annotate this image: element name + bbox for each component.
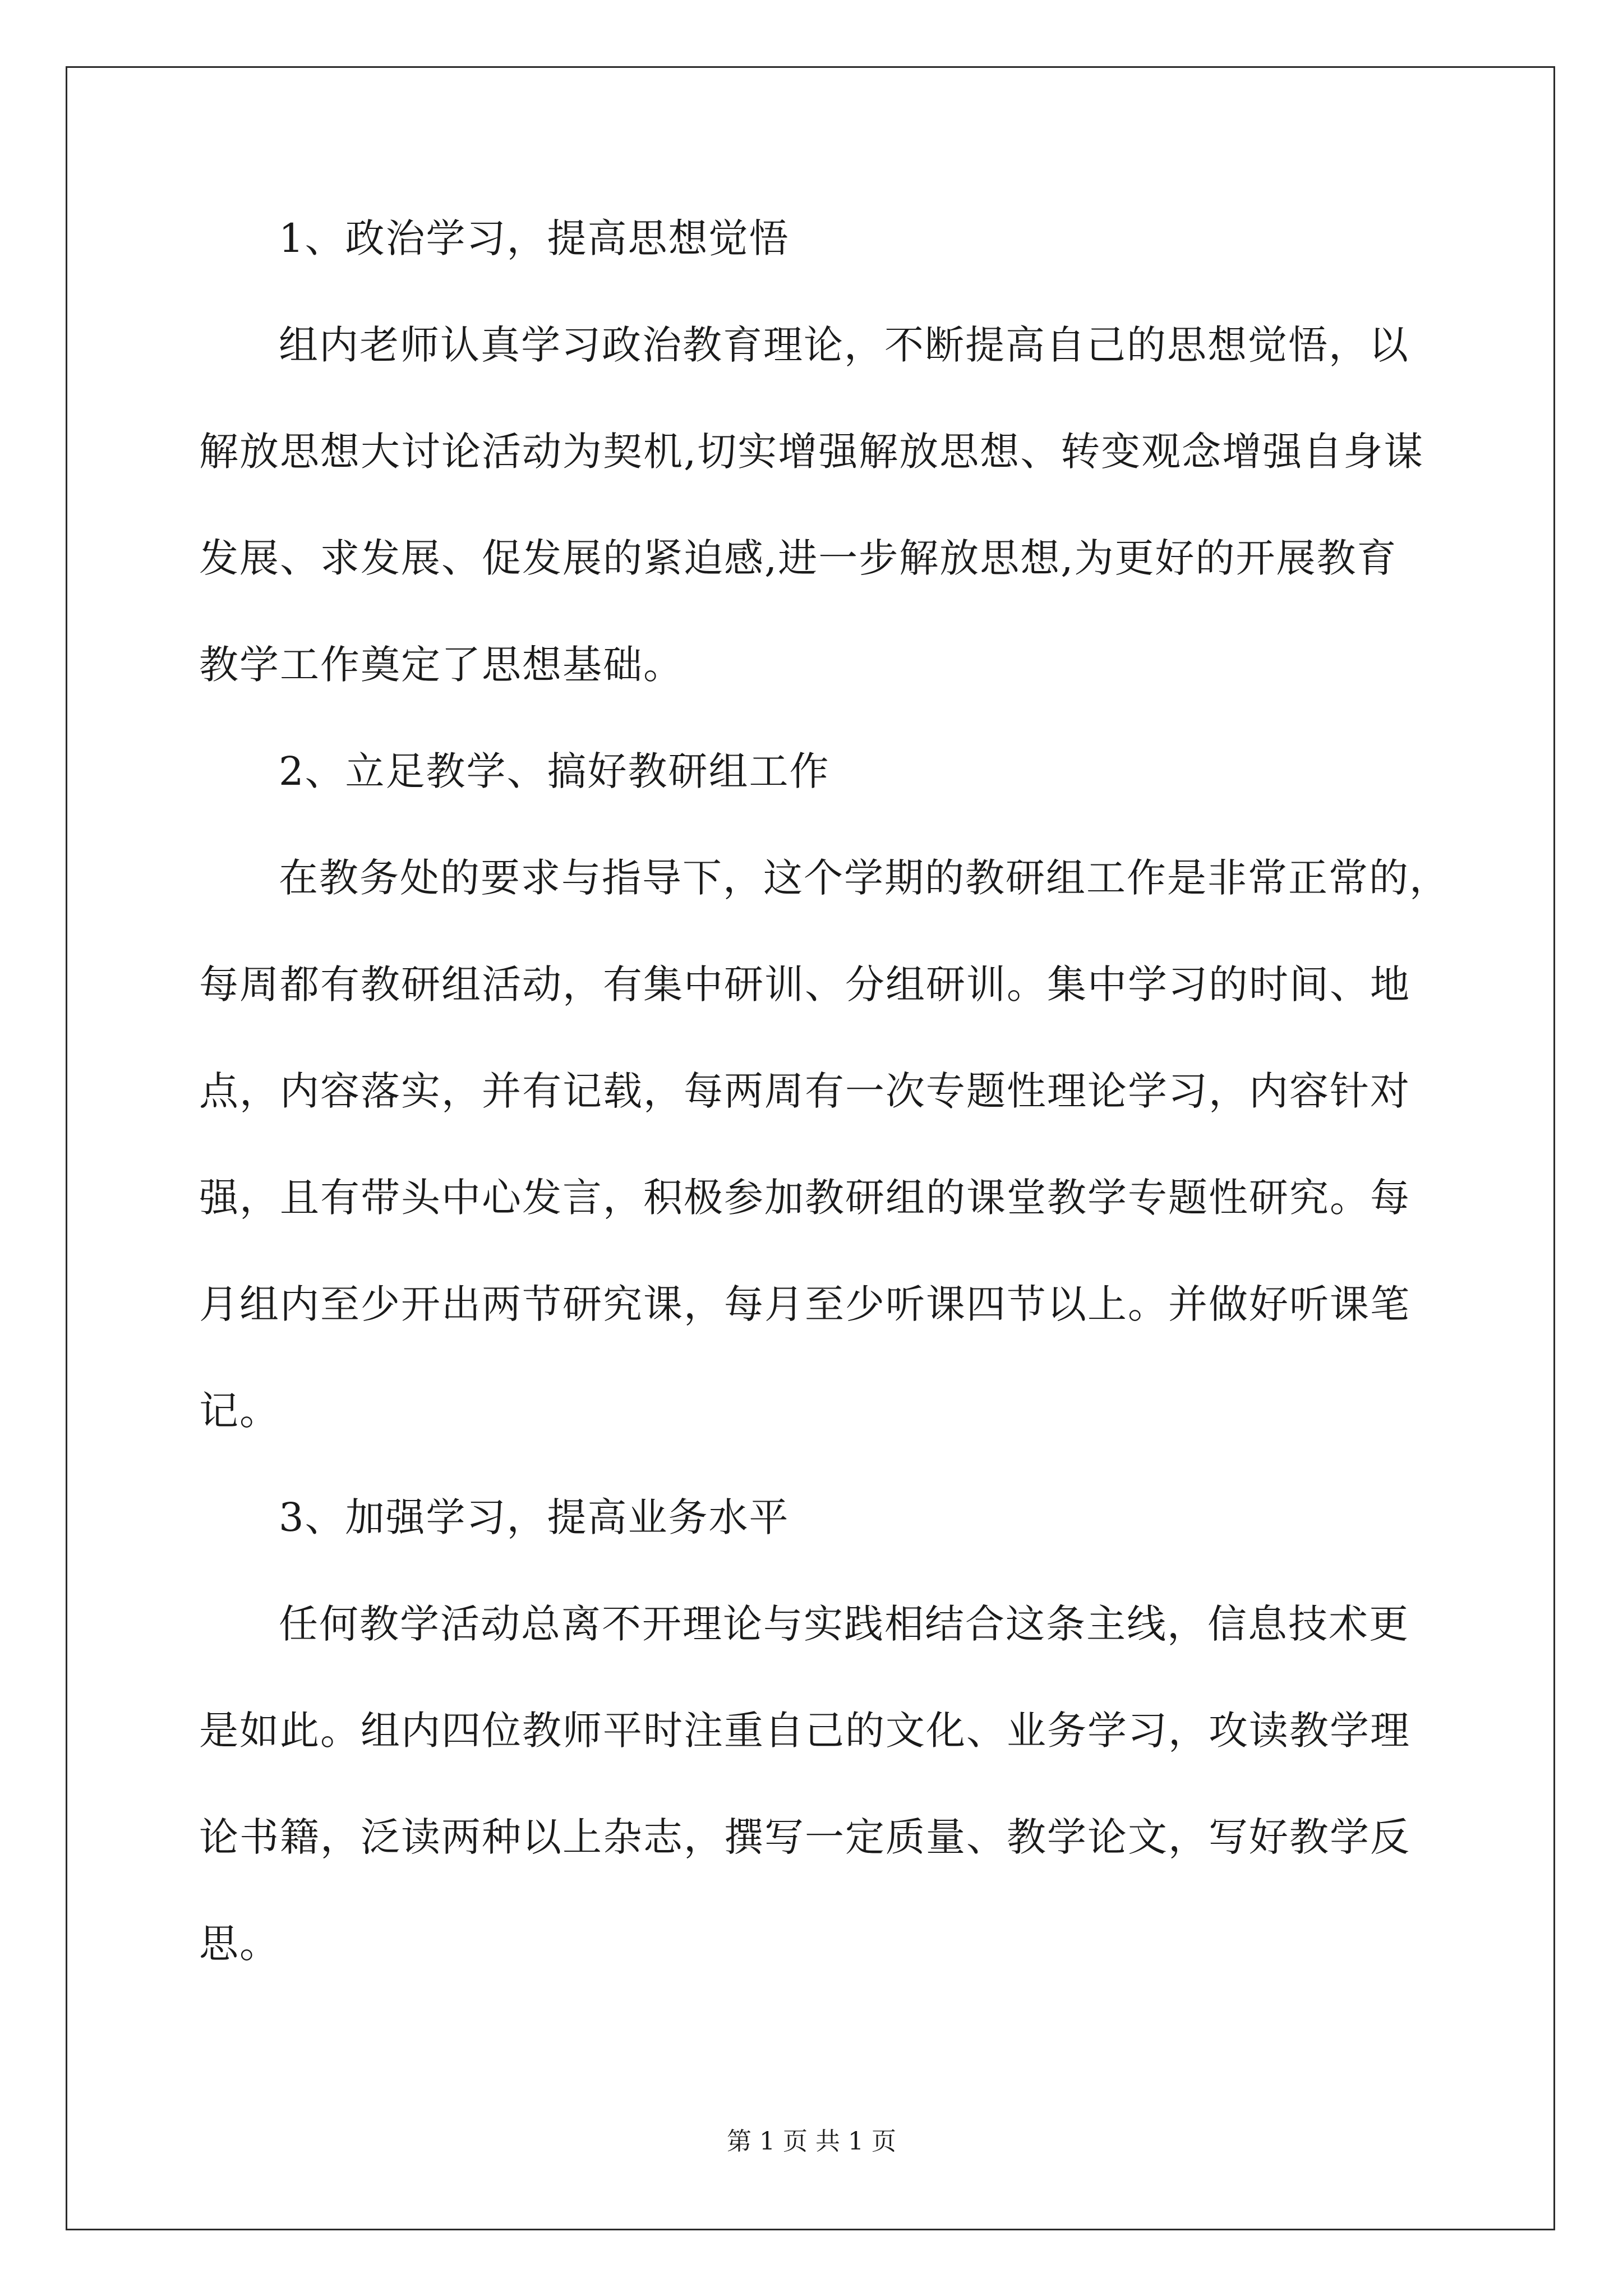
section-heading-3: 3、加强学习，提高业务水平 [279,1494,790,1540]
page-border [66,66,1555,2230]
paragraph-line: 论书籍，泛读两种以上杂志，撰写一定质量、教学论文，写好教学反 [199,1814,1410,1860]
paragraph-line: 在教务处的要求与指导下，这个学期的教研组工作是非常正常的， [279,855,1450,901]
section-heading-2: 2、立足教学、搞好教研组工作 [279,748,830,794]
paragraph-line: 任何教学活动总离不开理论与实践相结合这条主线，信息技术更 [279,1601,1409,1647]
paragraph-line: 每周都有教研组活动，有集中研训、分组研训。集中学习的时间、地 [199,961,1410,1007]
paragraph-line: 月组内至少开出两节研究课，每月至少听课四节以上。并做好听课笔 [199,1281,1410,1327]
paragraph-line: 解放思想大讨论活动为契机,切实增强解放思想、转变观念增强自身谋 [199,429,1424,475]
section-heading-1: 1、政治学习，提高思想觉悟 [279,215,790,261]
paragraph-line: 教学工作奠定了思想基础。 [199,642,684,688]
paragraph-line: 强，且有带头中心发言，积极参加教研组的课堂教学专题性研究。每 [199,1175,1410,1221]
paragraph-line: 发展、求发展、促发展的紧迫感,进一步解放思想,为更好的开展教育 [199,535,1398,581]
paragraph-line: 思。 [199,1921,280,1967]
paragraph-line: 点，内容落实，并有记载，每两周有一次专题性理论学习，内容针对 [199,1068,1410,1114]
paragraph-line: 是如此。组内四位教师平时注重自己的文化、业务学习，攻读教学理 [199,1708,1410,1754]
page-footer: 第 1 页 共 1 页 [727,2127,896,2156]
paragraph-line: 记。 [199,1388,280,1434]
paragraph-line: 组内老师认真学习政治教育理论，不断提高自己的思想觉悟，以 [279,322,1409,368]
